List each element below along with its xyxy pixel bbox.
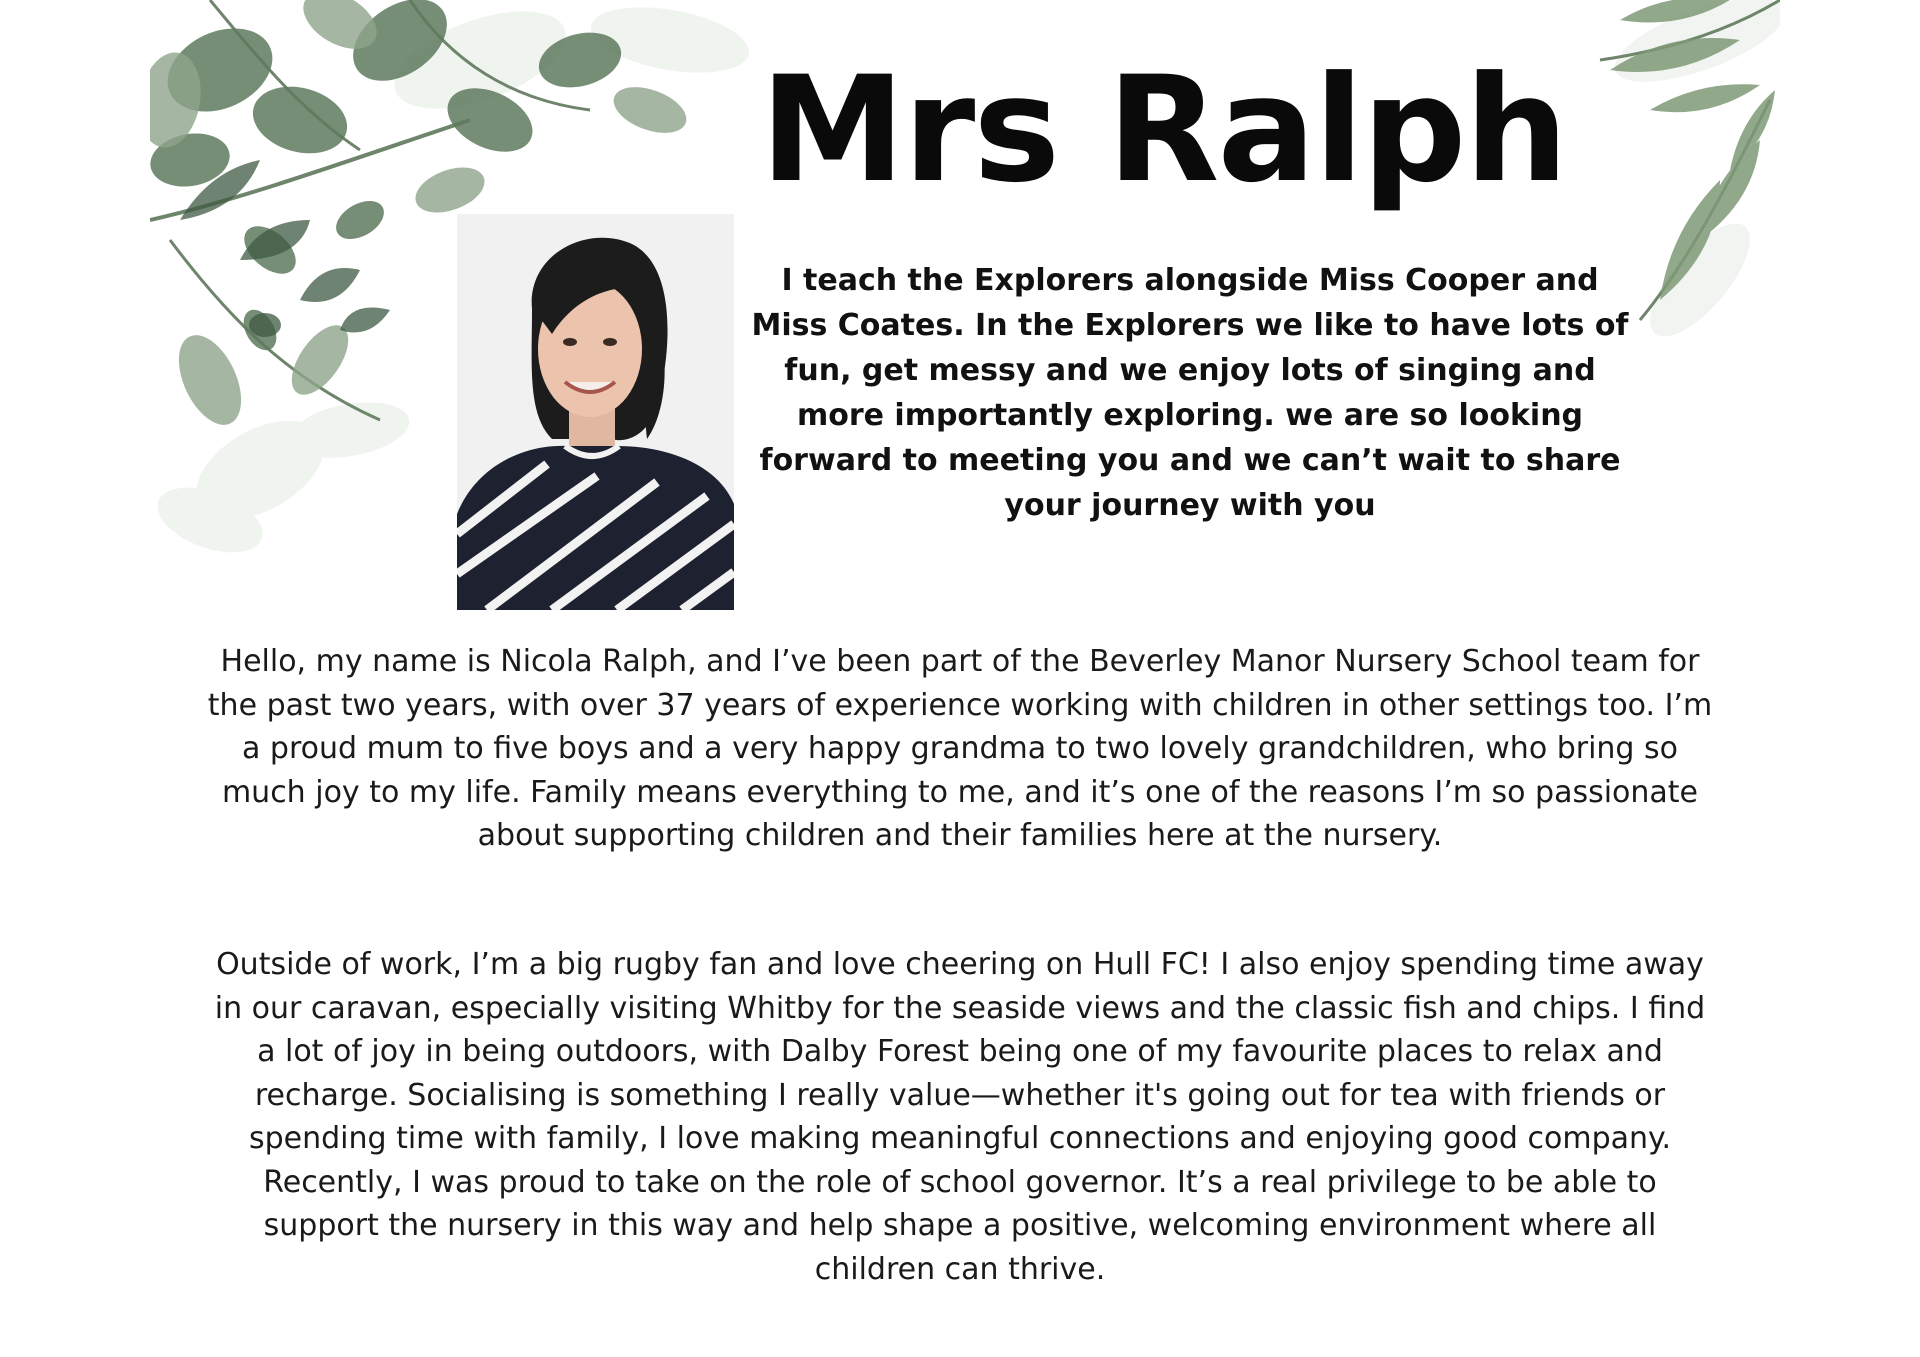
portrait-photo: [457, 214, 734, 610]
bio-paragraph-2: Outside of work, I’m a big rugby fan and love cheering on Hull FC! I also enjoy spending time away in our caravan, especially visiting Whitby for the seaside views and the classic fish and chips. I find a lot of joy in being outdoors, with Dalby Forest being one of my favourite places to relax and recharge. Socialising is something I really value—whether it's going out for tea with friends or spending time with family, I love making meaningful connections and enjoying good company. Recently, I was proud to take on the role of school governor. It’s a real privilege to be able to support the nursery in this way and help shape a positive, welcoming environment where all children can thrive.: [214, 947, 1706, 1287]
bio-paragraph-1: Hello, my name is Nicola Ralph, and I’ve been part of the Beverley Manor Nursery School team for the past two years, with over 37 years of experience working with children in other settings too. I’m a proud mum to five boys and a very happy grandma to two lovely grandchildren, who bring so much joy to my life. Family means everything to me, and it’s one of the reasons I’m so passionate about supporting children and their families here at the nursery.: [207, 644, 1713, 853]
intro-text: I teach the Explorers alongside Miss Cooper and Miss Coates. In the Explorers we like to have lots of fun, get messy and we enjoy lots of singing and more importantly exploring. we are so looking forward to meeting you and we can’t wait to share your journey with you: [751, 263, 1629, 523]
page-title: Mrs Ralph: [760, 45, 1567, 215]
